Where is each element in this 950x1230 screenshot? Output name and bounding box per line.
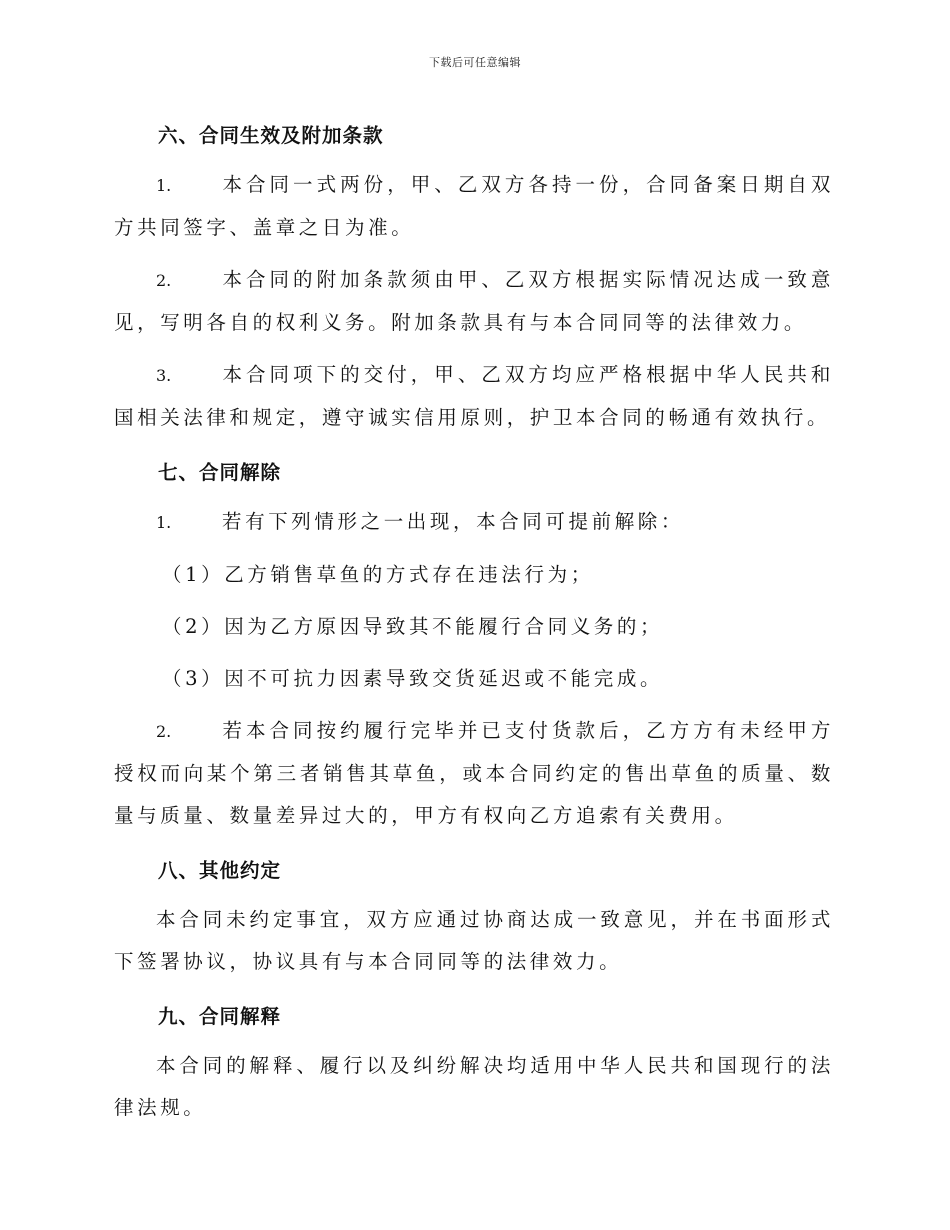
section-6-title: 六、合同生效及附加条款 (158, 124, 384, 147)
item-number: 2. (156, 271, 172, 290)
item-number: 1. (156, 513, 172, 532)
item-number: 2. (156, 722, 172, 741)
document-body (114, 112, 834, 1139)
section-9-title: 九、合同解释 (158, 1005, 282, 1028)
section-6-item-1 (114, 164, 834, 249)
section-7-item-1 (114, 501, 834, 544)
section-7-sub-3: （3）因不可抗力因素导致交货延迟或不能完成。 (162, 667, 664, 690)
page-header: 下载后可任意编辑 (429, 56, 521, 69)
item-text: 若本合同按约履行完毕并已支付货款后，乙方方有未经甲方授权而向某个第三者销售其草鱼，或本合同约定的售出草鱼的质量、数量与质量、数量差异过大的，甲方有权向乙方追索有关费用。 (114, 719, 834, 827)
item-text: 若有下列情形之一出现，本合同可提前解除： (222, 510, 685, 533)
section-6-item-2 (114, 259, 834, 344)
section-7-sub-2: （2）因为乙方原因导致其不能履行合同义务的； (162, 615, 664, 638)
section-7-sub-1: （1）乙方销售草鱼的方式存在违法行为； (162, 563, 594, 586)
item-text: 本合同项下的交付，甲、乙双方均应严格根据中华人民共和国相关法律和规定，遵守诚实信用原则，护卫本合同的畅通有效执行。 (114, 363, 834, 429)
section-7-title: 七、合同解除 (158, 461, 282, 484)
section-7-item-2 (114, 710, 834, 837)
section-9-text: 本合同的解释、履行以及纠纷解决均适用中华人民共和国现行的法律法规。 (114, 1054, 834, 1119)
item-text: 本合同一式两份，甲、乙双方各持一份，合同备案日期自双方共同签字、盖章之日为准。 (114, 173, 834, 239)
section-6-item-3 (114, 354, 834, 439)
section-8-title: 八、其他约定 (158, 859, 282, 882)
item-number: 3. (156, 366, 172, 385)
section-8-text: 本合同未约定事宜，双方应通过协商达成一致意见，并在书面形式下签署协议，协议具有与本合同同等的法律效力。 (114, 908, 834, 973)
item-text: 本合同的附加条款须由甲、乙双方根据实际情况达成一致意见，写明各自的权利义务。附加条款具有与本合同同等的法律效力。 (114, 268, 834, 334)
item-number: 1. (156, 176, 172, 195)
